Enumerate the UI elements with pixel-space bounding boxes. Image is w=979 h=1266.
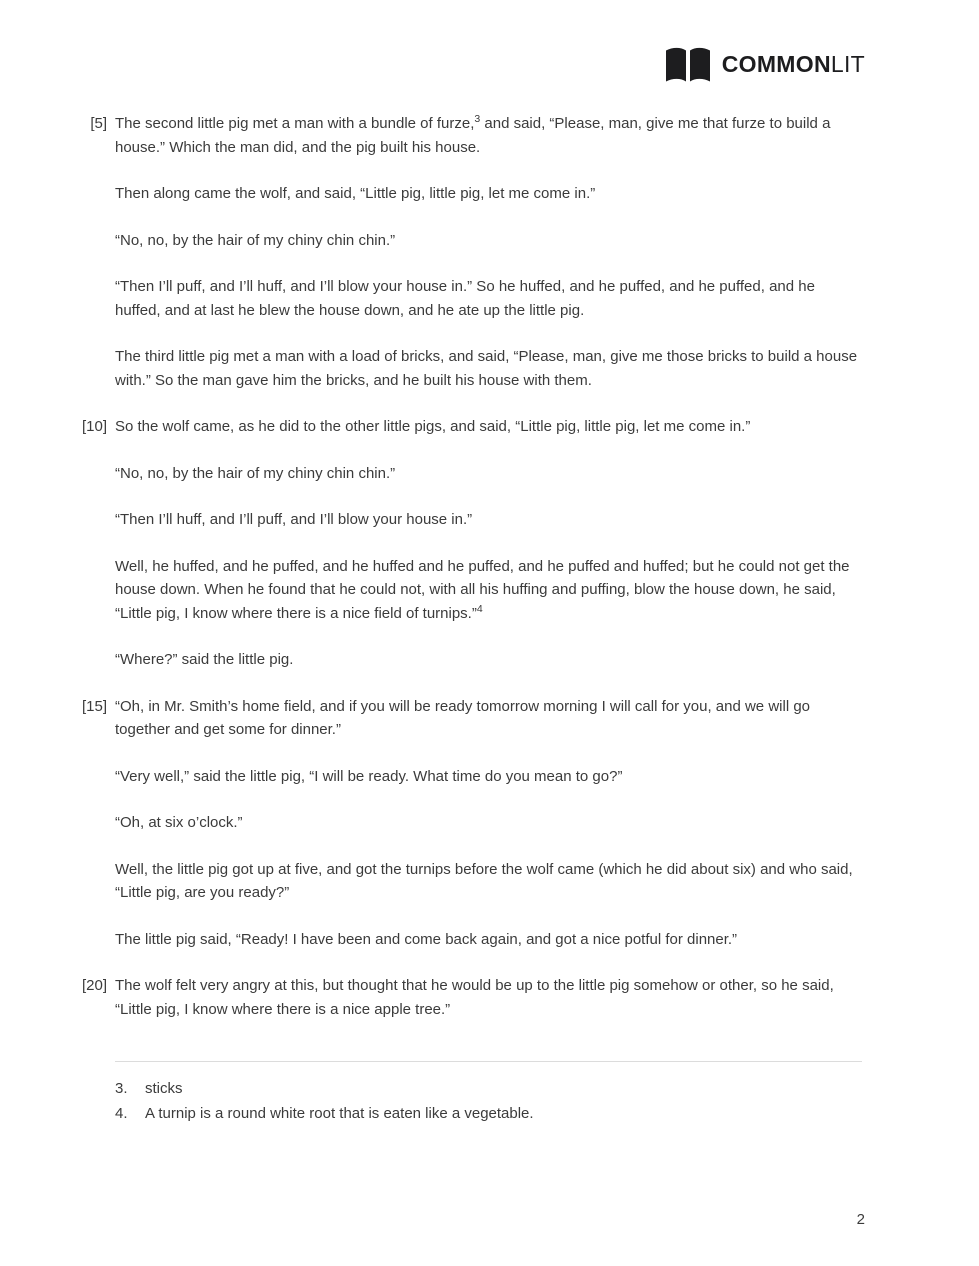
paragraph-text: Well, the little pig got up at five, and got the turnips before the wolf came (which he did about six) and who said, “Little pig, are you ready?” [115,860,853,901]
commonlit-logo [665,47,865,82]
paragraph [115,508,862,532]
footnote-item [115,1077,862,1102]
footnote-marker: 3 [474,113,481,125]
footnote-number: 3. [115,1080,128,1097]
paragraph-text: “Where?” said the little pig. [115,651,294,668]
paragraph [90,112,862,159]
logo-text-common: COMMON [721,51,831,77]
footnote-number: 4. [115,1104,128,1122]
paragraph-number: [20] [81,977,107,994]
footnote-divider [115,1061,862,1062]
logo-text-lit: LIT [830,51,865,77]
paragraph [115,858,862,905]
open-book-icon [665,47,711,82]
paragraph [81,415,862,439]
paragraph [81,695,862,742]
paragraph-text: “No, no, by the hair of my chiny chin chin.” [115,231,396,249]
paragraph [115,555,862,626]
paragraph [115,811,862,835]
footnotes-section [115,1061,862,1127]
paragraph [115,462,862,486]
footnotes-list [115,1077,862,1127]
footnote-text: A turnip is a round white root that is eaten like a vegetable. [145,1104,534,1122]
paragraph-text: The little pig said, “Ready! I have been and come back again, and got a nice potful for dinner.” [115,930,738,948]
paragraph-text: “Oh, at six o’clock.” [115,814,243,831]
paragraph-text: Well, he huffed, and he puffed, and he huffed and he puffed, and he puffed and huffed; but he could not get the house down. When he found that he could not, with all his huffing and puffing, blow the house down, he said, “Little pig, I know where there is a nice field of turnips.”$^4$ [115,557,850,622]
paragraph [115,765,862,789]
paragraph [81,974,862,1021]
paragraph-number: [10] [81,418,107,435]
paragraph-text: The third little pig met a man with a load of bricks, and said, “Please, man, give me those bricks to build a house with.” So the man gave him the bricks, and he built his house with them. [115,348,858,389]
footnote-item [115,1102,862,1127]
paragraph-text: “Oh, in Mr. Smith’s home field, and if you will be ready tomorrow morning I will call for you, and we will go together and get some for dinner.” [115,697,811,738]
paragraph [115,229,862,253]
paragraph-text: “Very well,” said the little pig, “I will be ready. What time do you mean to go?” [115,767,623,785]
paragraph-text: “No, no, by the hair of my chiny chin chin.” [115,464,396,482]
logo-wordmark [722,51,865,78]
paragraph-list [81,112,862,1021]
paragraph-text: Then along came the wolf, and said, “Little pig, little pig, let me come in.” [115,185,596,202]
paragraph-number: [5] [90,115,107,132]
paragraph-text: The wolf felt very angry at this, but thought that he would be up to the little pig somehow or other, so he said, “Little pig, I know where there is a nice apple tree.” [115,977,834,1018]
paragraph [115,648,862,672]
paragraph [115,928,862,952]
paragraph [115,345,862,392]
footnote-marker: 4 [476,602,483,615]
reading-passage [81,112,862,1127]
footnote-text: sticks [145,1080,183,1097]
paragraph-text: “Then I’ll puff, and I’ll huff, and I’ll blow your house in.” So he huffed, and he puffed, and he puffed, and he huffed, and at last he blew the house down, and he ate up the little pig. [115,278,815,319]
page-number: 2 [856,1211,865,1228]
paragraph [115,182,862,206]
paragraph [115,275,862,322]
paragraph-text: The second little pig met a man with a bundle of furze,$^3$ and said, “Please, man, give me that furze to build a house.” Which the man did, and the pig built his house. [115,113,831,156]
paragraph-number: [15] [81,697,107,715]
paragraph-text: So the wolf came, as he did to the other little pigs, and said, “Little pig, little pig, let me come in.” [115,418,751,435]
paragraph-text: “Then I’ll huff, and I’ll puff, and I’ll blow your house in.” [115,511,473,528]
